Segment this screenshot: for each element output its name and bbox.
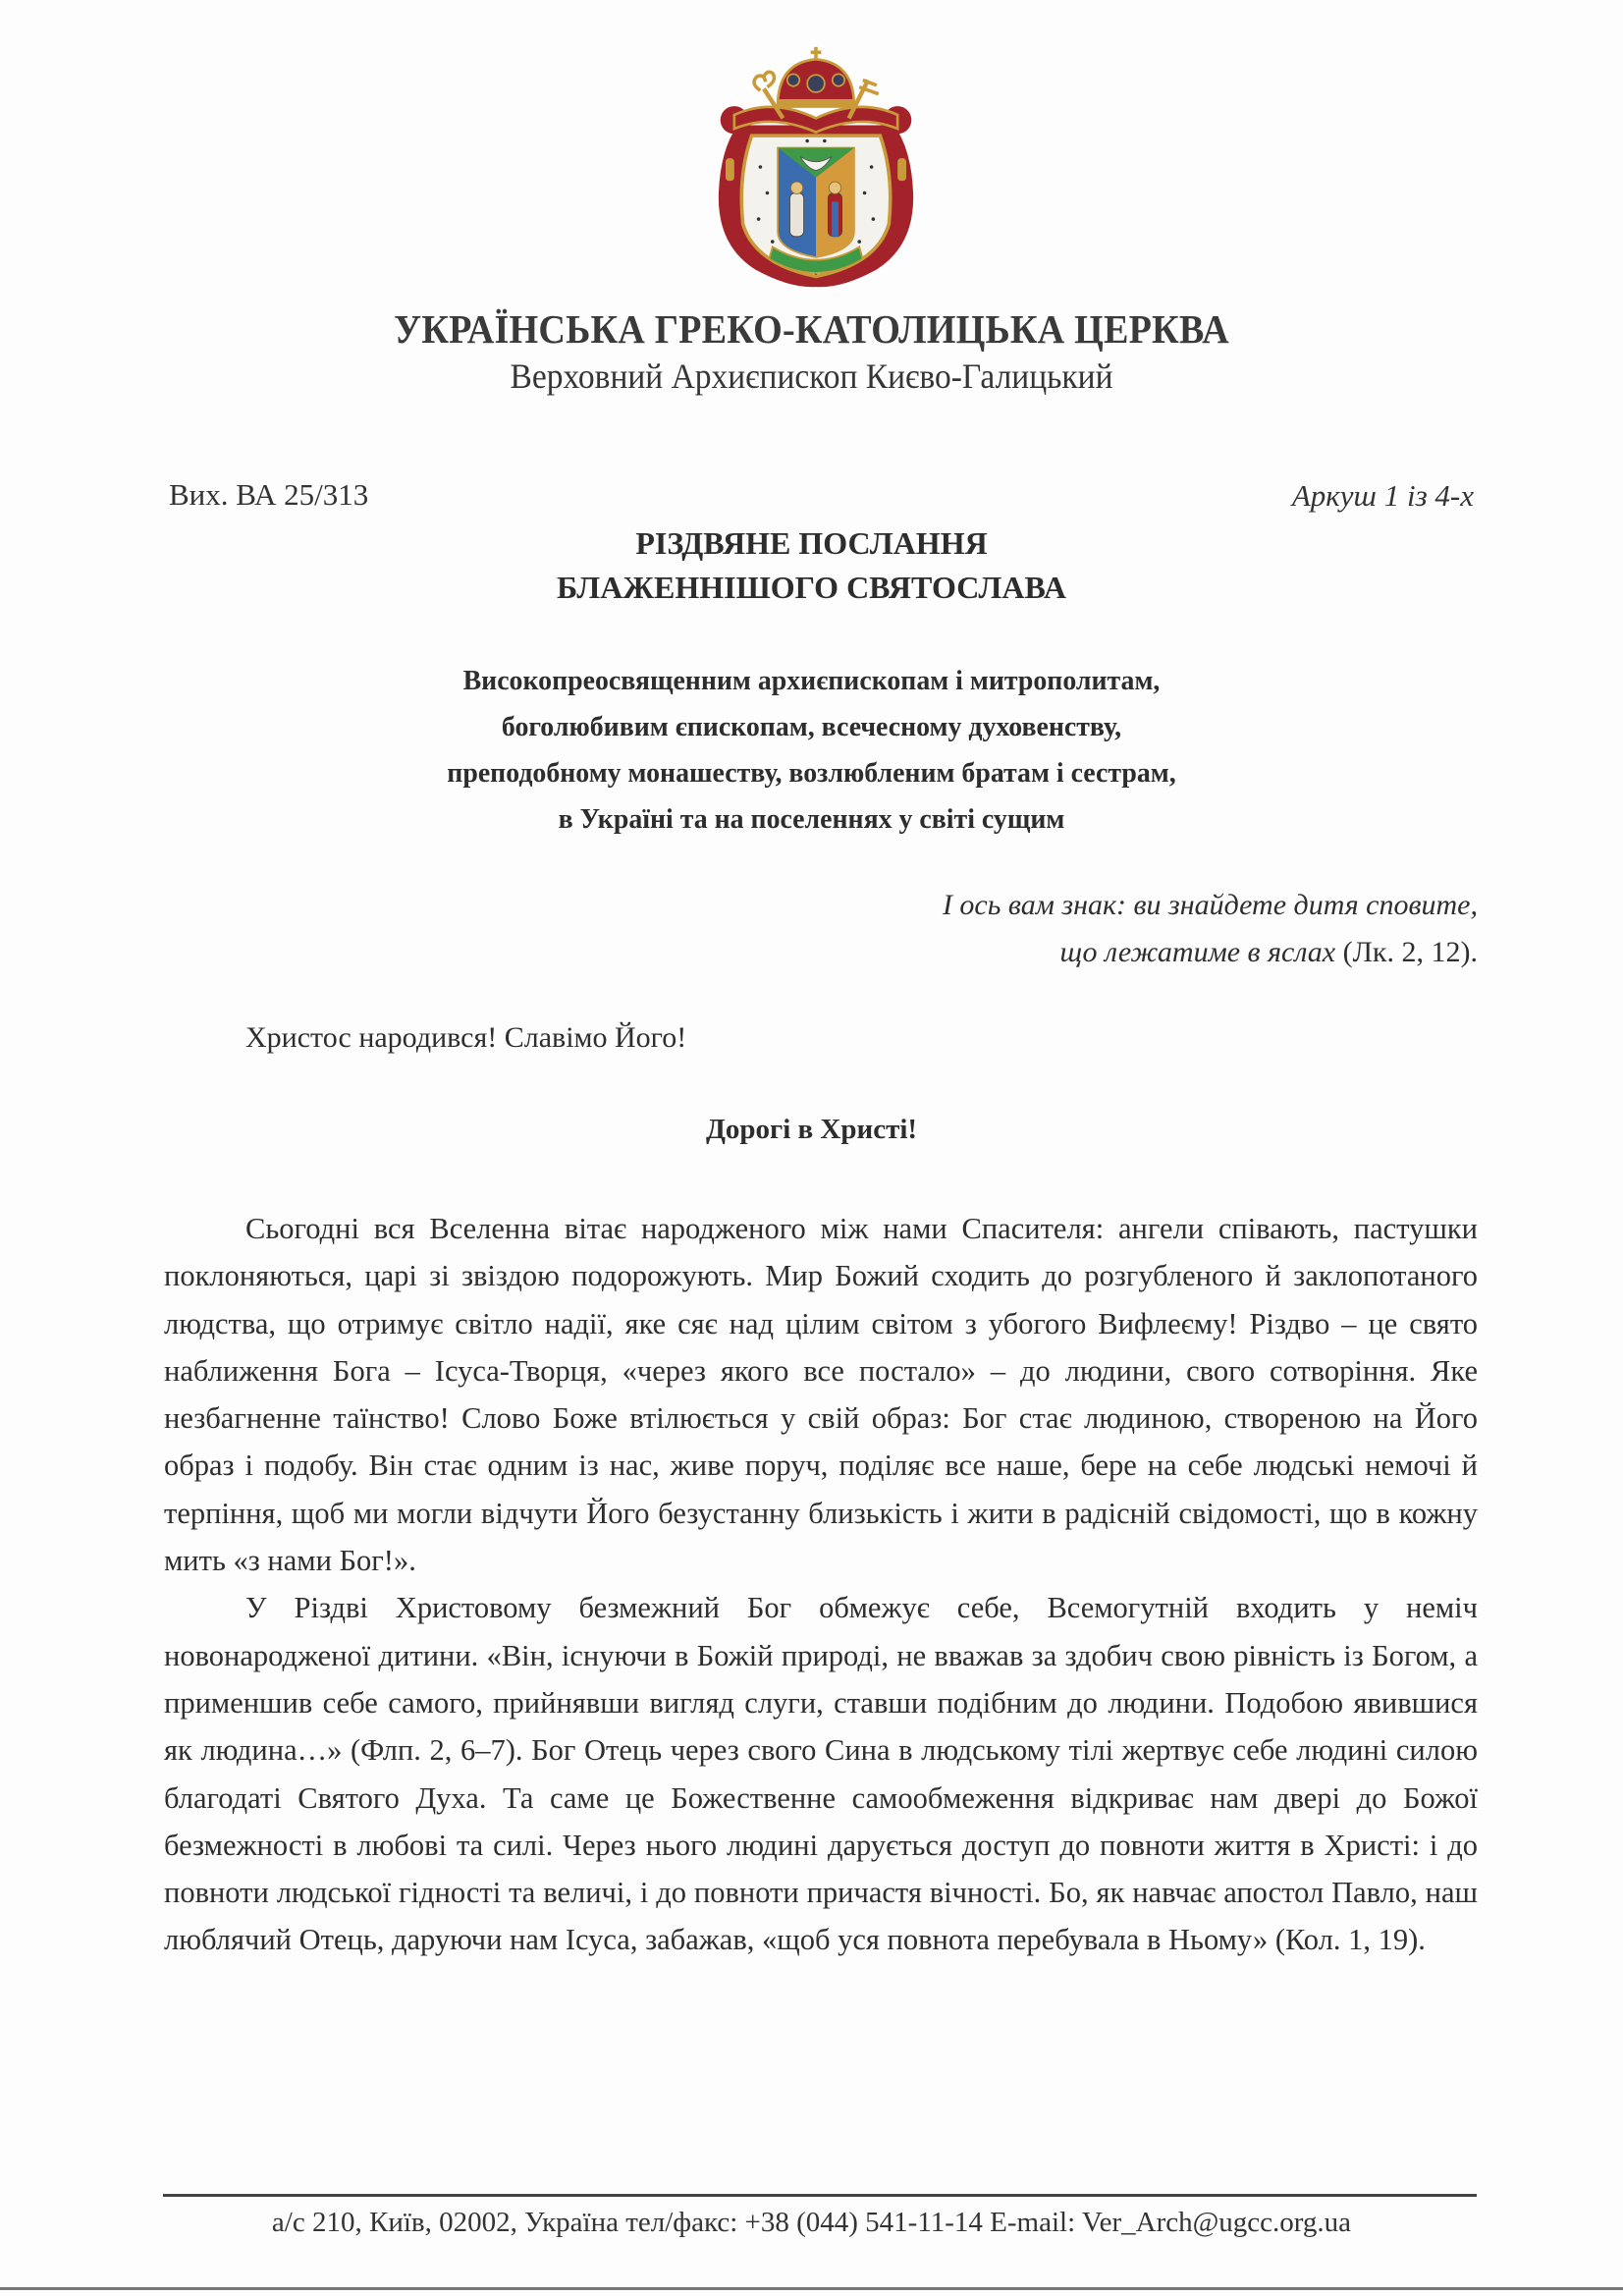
reference-number: Вих. ВА 25/313 — [169, 477, 369, 512]
scan-page-edge — [0, 2287, 1623, 2290]
epigraph-line-2 — [943, 929, 1478, 976]
body-paragraph: Сьогодні вся Вселенна вітає народженого між нами Спасителя: ангели співають, пастушки поклоняються, царі зі звіздою подорожують. Мир Божий сходить до розгубленого й заклопотаного людства, що отримує світло надії, яке сяє над цілим світом з убогого Вифлеєму! Різдво – це свято наближення Бога – Ісуса-Творця, «через якого все постало» – до людини, свого сотворіння. Яке незбагненне таїнство! Слово Боже втілюється у свій образ: Бог стає людиною, створеною на Його образ і подобу. Він стає одним із нас, живе поруч, поділяє все наше, бере на себе людські немочі й терпіння, щоб ми могли відчути Його безустанну близькість і жити в радісній свідомості, що в кожну мить «з нами Бог!». — [164, 1212, 1478, 1578]
sheet-indicator: Аркуш 1 із 4-х — [1291, 478, 1474, 513]
document-title-line-2: БЛАЖЕННІШОГО СВЯТОСЛАВА — [557, 570, 1066, 605]
epigraph — [943, 882, 1478, 976]
addressee-line: боголюбивим єпископам, всечесному духовенству, — [501, 711, 1122, 742]
epigraph-reference: (Лк. 2, 12). — [1335, 936, 1478, 968]
christmas-greeting: Христос народився! Славімо Його! — [245, 1021, 687, 1054]
body-paragraph: У Різдві Христовому безмежний Бог обмежує себе, Всемогутній входить у неміч новонародженої дитини. «Він, існуючи в Божій природі, не вважав за здобич свою рівність із Богом, а применшив себе самого, прийнявши вигляд слуги, ставши подібним до людини. Подобою явившися як людина…» (Флп. 2, 6–7). Бог Отець через свого Сина в людському тілі жертвує себе людині силою благодаті Святого Духа. Та саме це Божественне самообмеження відкриває нам двері до Божої безмежності в любові та силі. Через нього людині дарується доступ до повноти життя в Христі: і до повноти людської гідності та величі, і до повноти причастя вічності. Бо, як навчає апостол Павло, наш люблячий Отець, даруючи нам Ісуса, забажав, «щоб уся повнота перебувала в Ньому» (Кол. 1, 19). — [164, 1591, 1478, 1957]
document-title-line-1: РІЗДВЯНЕ ПОСЛАННЯ — [635, 525, 988, 561]
ugcc-coat-of-arms-icon — [703, 35, 929, 299]
salutation: Дорогі в Христі! — [705, 1114, 918, 1145]
office-title: Верховний Архиєпископ Києво-Галицький — [510, 356, 1113, 396]
epigraph-line-1: І ось вам знак: ви знайдете дитя сповите, — [942, 889, 1478, 921]
epigraph-quote: що лежатиме в яслах — [1059, 936, 1336, 968]
addressee-line: Високопреосвященним архиєпископам і митрополитам, — [462, 665, 1161, 696]
organization-name: УКРАЇНСЬКА ГРЕКО-КАТОЛИЦЬКА ЦЕРКВА — [394, 306, 1229, 352]
footer-contact-info: а/с 210, Київ, 02002, Україна тел/факс: +38 (044) 541-11-14 E-mail: Ver_Arch@ugcc.org.ua — [271, 2207, 1352, 2238]
letter-body — [164, 1205, 1478, 1964]
document-title — [0, 521, 1623, 610]
addressee-line: в Україні та на поселеннях у світі сущим — [558, 803, 1065, 835]
addressees-block — [32, 658, 1591, 843]
addressee-line: преподобному монашеству, возлюбленим братам і сестрам, — [447, 757, 1176, 789]
footer-divider — [163, 2194, 1477, 2197]
